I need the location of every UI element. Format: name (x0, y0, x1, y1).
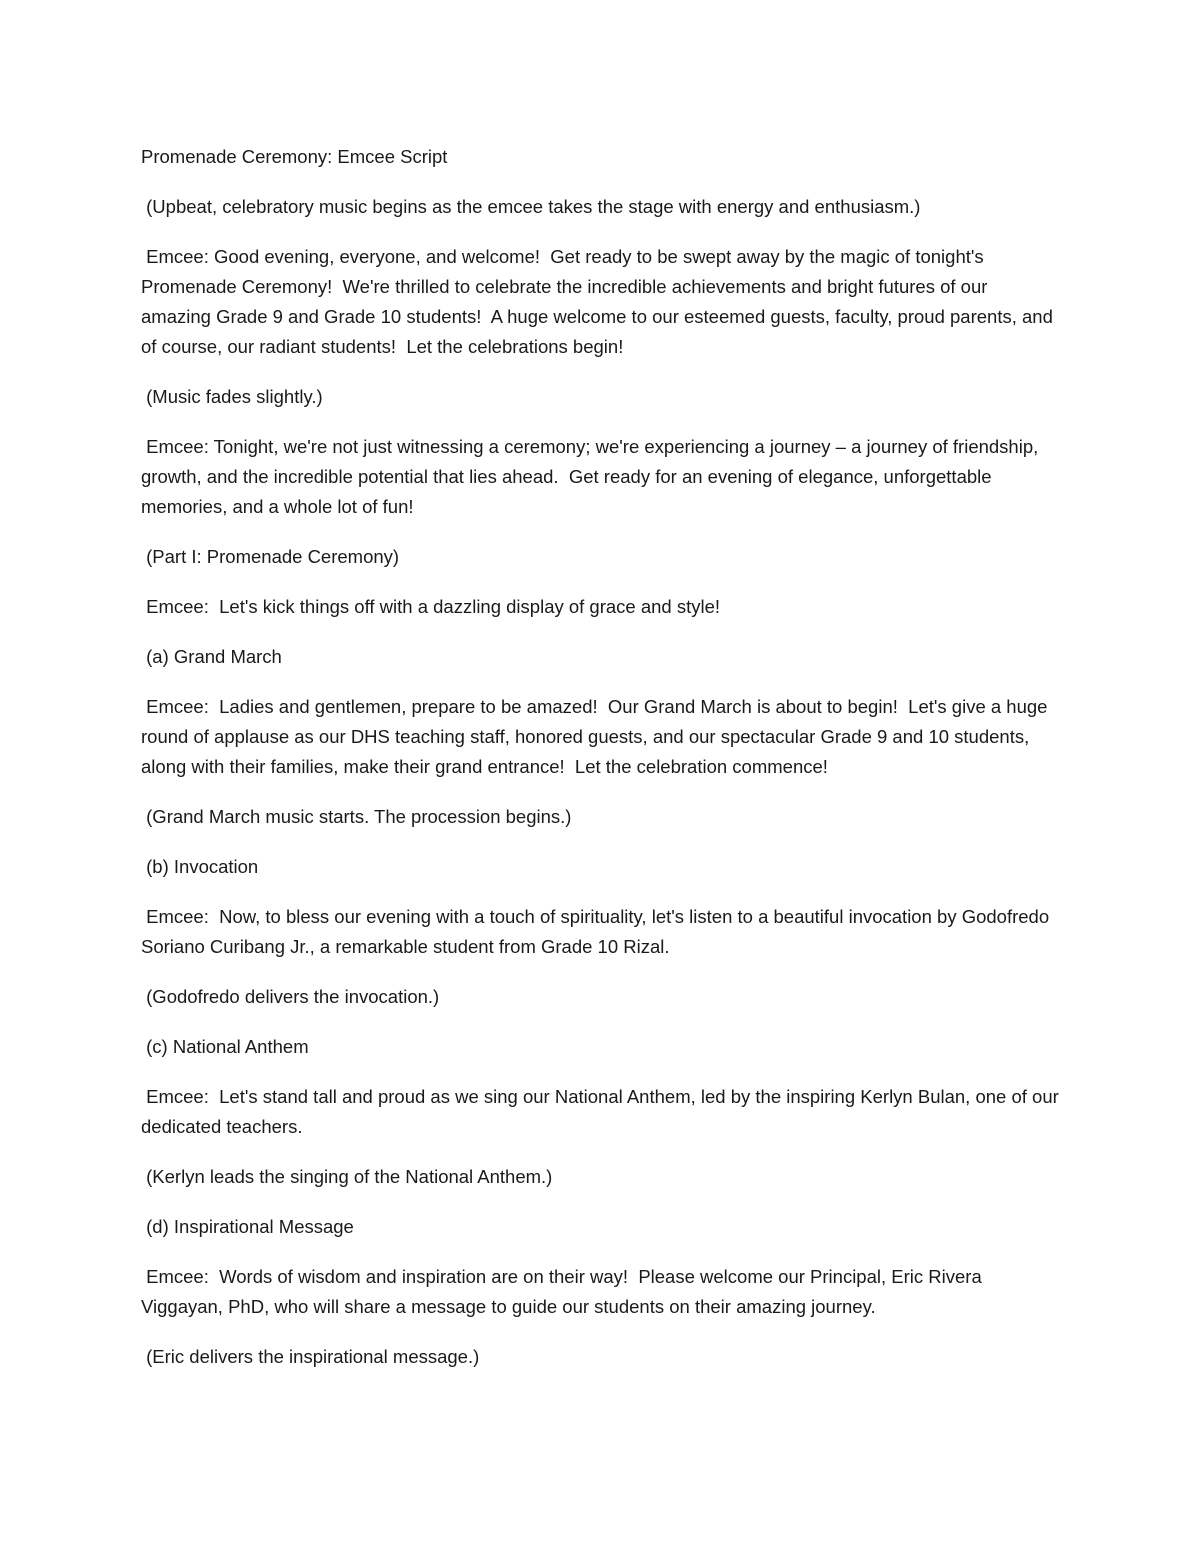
stage-direction: (Upbeat, celebratory music begins as the emcee takes the stage with energy and enthusiasm.) (141, 196, 921, 217)
emcee-line: Emcee: Tonight, we're not just witnessing a ceremony; we're experiencing a journey – a journey of friendship, growth, and the incredible potential that lies ahead. Get ready for an evening of elegance, unforgettable memories, and a whole lot of fun! (141, 436, 1044, 517)
subsection-heading: (b) Invocation (141, 856, 259, 877)
subsection-heading: (a) Grand March (141, 646, 282, 667)
emcee-line: Emcee: Words of wisdom and inspiration are on their way! Please welcome our Principal, Eric Rivera Viggayan, PhD, who will share a message to guide our students on their amazing journey. (141, 1266, 987, 1317)
emcee-line: Emcee: Good evening, everyone, and welcome! Get ready to be swept away by the magic of tonight's Promenade Ceremony! We're thrilled to celebrate the incredible achievements and bright futures of our amazing Grade 9 and Grade 10 students! A huge welcome to our esteemed guests, faculty, proud parents, and of course, our radiant students! Let the celebrations begin! (141, 246, 1058, 357)
stage-direction: (Eric delivers the inspirational message.) (141, 1346, 480, 1367)
document-title: Promenade Ceremony: Emcee Script (141, 146, 448, 167)
stage-direction: (Music fades slightly.) (141, 386, 323, 407)
document-body (141, 142, 1064, 1392)
emcee-line: Emcee: Now, to bless our evening with a touch of spirituality, let's listen to a beautiful invocation by Godofredo Soriano Curibang Jr., a remarkable student from Grade 10 Rizal. (141, 906, 1055, 957)
stage-direction: (Kerlyn leads the singing of the National Anthem.) (141, 1166, 553, 1187)
subsection-heading: (d) Inspirational Message (141, 1216, 354, 1237)
emcee-line: Emcee: Let's kick things off with a dazzling display of grace and style! (141, 596, 721, 617)
stage-direction: (Godofredo delivers the invocation.) (141, 986, 440, 1007)
subsection-heading: (c) National Anthem (141, 1036, 309, 1057)
section-heading: (Part I: Promenade Ceremony) (141, 546, 400, 567)
emcee-line: Emcee: Let's stand tall and proud as we sing our National Anthem, led by the inspiring Kerlyn Bulan, one of our dedicated teachers. (141, 1086, 1064, 1137)
stage-direction: (Grand March music starts. The procession begins.) (141, 806, 572, 827)
emcee-line: Emcee: Ladies and gentlemen, prepare to be amazed! Our Grand March is about to begin! Let's give a huge round of applause as our DHS teaching staff, honored guests, and our spectacular Grade 9 and 10 students, along with their families, make their grand entrance! Let the celebration commence! (141, 696, 1053, 777)
